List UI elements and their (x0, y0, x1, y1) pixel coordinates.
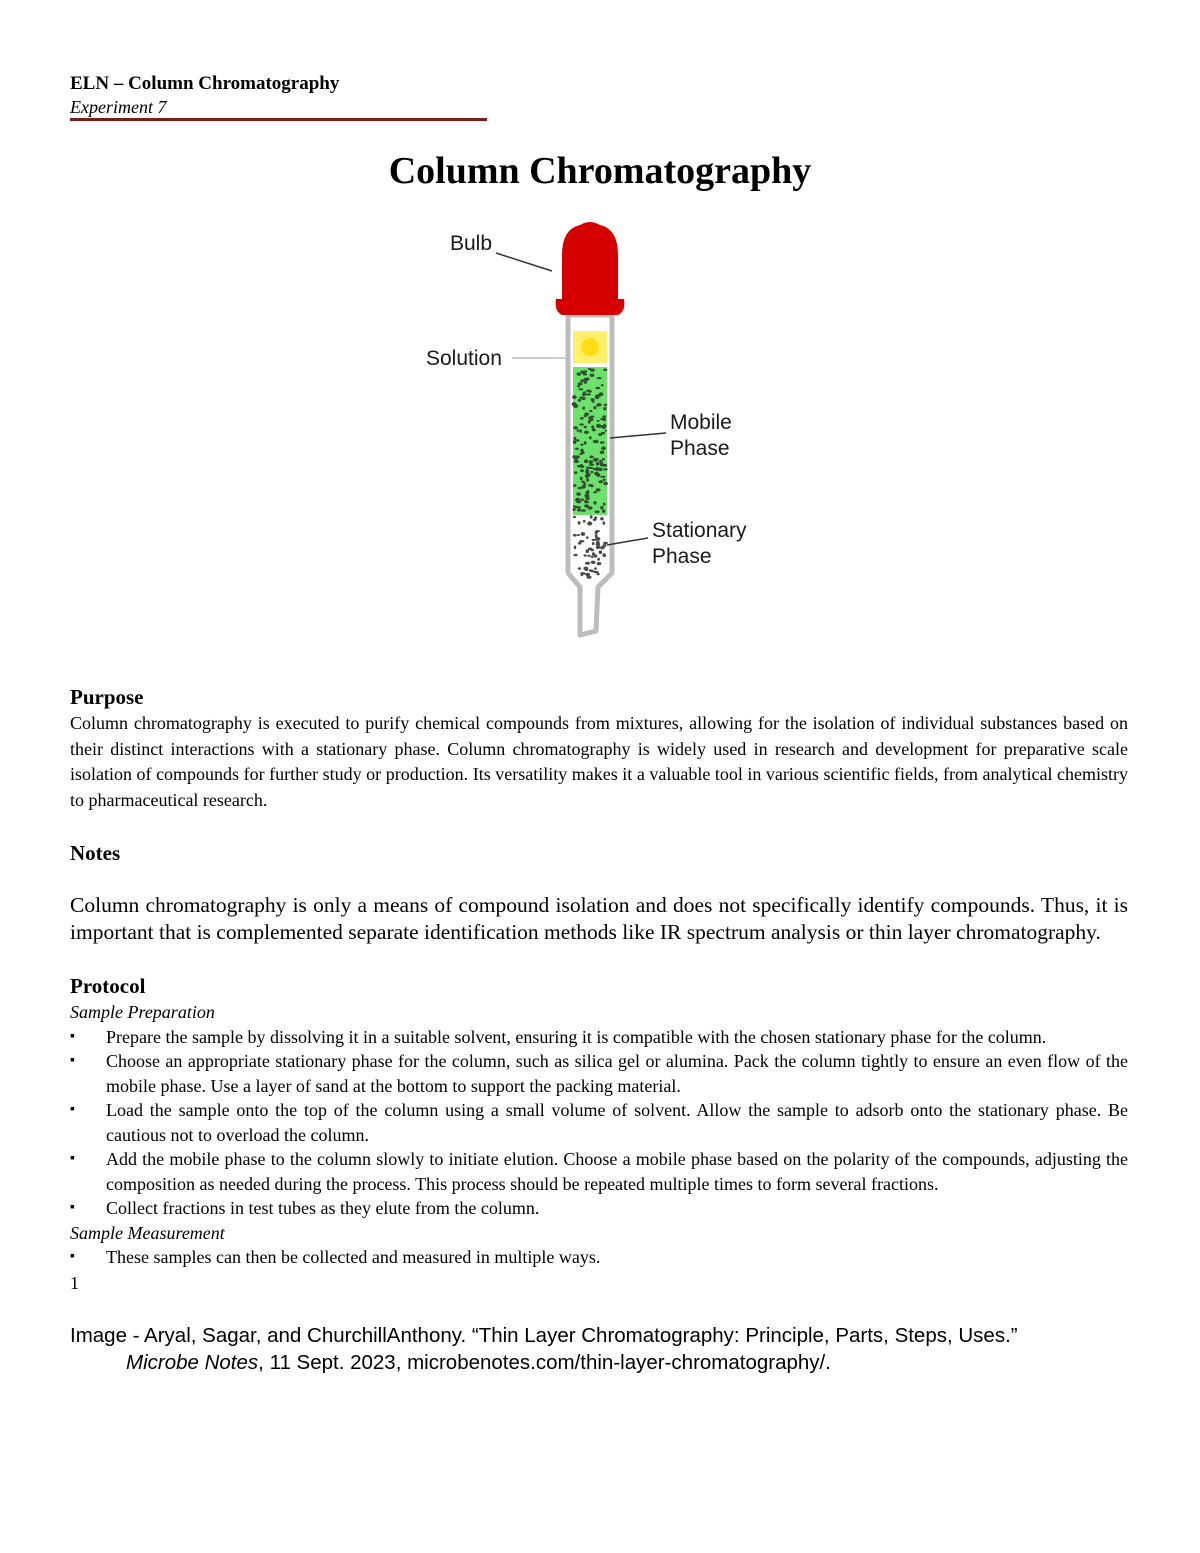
stationary-particle (581, 509, 586, 512)
list-item: ▪ Prepare the sample by dissolving it in a suitable solvent, ensuring it is compatible with the chosen stationary phase for the column. (70, 1025, 1128, 1050)
bulb-leader (496, 253, 552, 271)
stationary-label-line1: Stationary (652, 519, 747, 542)
notes-text: Column chromatography is only a means of compound isolation and does not specifically identify compounds. Thus, it is important that is complemented separate identification methods like IR spectrum analysis or thin layer chromatography. (70, 893, 1128, 944)
stationary-particle (584, 441, 587, 445)
stationary-particle (595, 530, 600, 532)
stationary-particle (605, 430, 608, 432)
stationary-particle (601, 384, 604, 386)
sample-measurement-heading: Sample Measurement (70, 1222, 225, 1243)
stationary-particle (583, 373, 587, 376)
stationary-particle (580, 397, 585, 399)
stationary-particle (596, 462, 600, 466)
stationary-particle (603, 425, 607, 427)
stationary-particle (596, 573, 599, 575)
stationary-particle (594, 458, 599, 460)
header-rule (70, 118, 487, 121)
stationary-particle (586, 478, 589, 482)
stationary-particle (602, 458, 605, 460)
header-subtitle: Experiment 7 (70, 97, 167, 117)
protocol-heading: Protocol (70, 974, 146, 998)
sample-preparation-heading: Sample Preparation (70, 1002, 215, 1022)
stationary-particle (595, 395, 599, 399)
stationary-particle (595, 511, 600, 514)
stationary-particle (589, 464, 594, 466)
stationary-particle (576, 492, 581, 495)
image-citation (70, 1322, 1128, 1376)
stationary-particle (592, 552, 595, 556)
stationary-particle (578, 399, 581, 402)
stationary-particle (586, 496, 590, 500)
stationary-particle (584, 554, 587, 556)
citation-line1: Image - Aryal, Sagar, and ChurchillAnthony. “Thin Layer Chromatography: Principle, Parts, Steps, Uses.” (70, 1323, 1018, 1347)
stationary-particle (579, 423, 584, 425)
stationary-particle (588, 484, 593, 487)
stationary-particle (573, 440, 576, 444)
stationary-particle (577, 372, 582, 375)
stationary-particle (596, 473, 600, 477)
stationary-particle (590, 471, 593, 473)
stationary-particle (580, 464, 583, 467)
document-body (70, 683, 1128, 1376)
stationary-particle (603, 418, 606, 421)
stationary-particle (600, 476, 605, 478)
stationary-particle (578, 521, 581, 525)
stationary-particle (597, 420, 600, 422)
stationary-particle (572, 455, 576, 459)
stationary-particle (580, 477, 583, 481)
stationary-particle (580, 379, 584, 382)
stationary-particle (602, 464, 606, 466)
stationary-particle (595, 537, 600, 541)
stationary-particle (598, 468, 602, 472)
stationary-particle (592, 401, 595, 403)
list-item: ▪ Collect fractions in test tubes as they elute from the column. (70, 1196, 1128, 1221)
stationary-particle (578, 567, 581, 570)
stationary-particle (603, 503, 606, 506)
stationary-particle (597, 562, 602, 565)
stationary-particle (602, 553, 606, 557)
stationary-particle (580, 382, 583, 385)
list-item: ▪ These samples can then be collected and measured in multiple ways. (70, 1245, 1128, 1270)
stationary-particle (603, 542, 608, 544)
stationary-particle (597, 377, 602, 379)
stationary-particle (604, 404, 608, 406)
stationary-particle (586, 393, 591, 395)
mobile-label-line1: Mobile (670, 411, 732, 434)
stationary-particle (593, 468, 597, 470)
stationary-particle (580, 499, 584, 501)
stationary-particle (585, 562, 590, 565)
stationary-particle (593, 406, 596, 409)
stationary-particle (574, 546, 577, 550)
stationary-particle (580, 444, 583, 446)
stationary-label-line2: Phase (652, 545, 712, 568)
stationary-particle (596, 543, 601, 546)
solution-label: Solution (426, 347, 502, 370)
bulb (562, 222, 618, 305)
page-title: Column Chromatography (388, 150, 812, 192)
stationary-particle (581, 481, 585, 483)
stationary-particle (584, 459, 588, 463)
stationary-particle (581, 532, 585, 536)
sample-measurement-list (70, 1245, 1128, 1270)
stationary-particle (576, 500, 581, 503)
stationary-particle (573, 505, 576, 507)
stationary-particle (600, 546, 605, 550)
stationary-particle (586, 390, 591, 392)
stationary-particle (601, 446, 606, 450)
stationary-particle (603, 407, 606, 411)
stationary-particle (599, 460, 603, 463)
sample-preparation-list (70, 1025, 1128, 1221)
stationary-particle (594, 516, 597, 520)
stationary-particle (588, 417, 593, 419)
bulb-label: Bulb (450, 232, 493, 255)
stationary-particle (602, 415, 606, 418)
stationary-particle (593, 501, 596, 505)
stationary-particle (599, 550, 603, 554)
stationary-particle (590, 455, 593, 457)
purpose-text: Column chromatography is executed to purify chemical compounds from mixtures, allowing for the isolation of individual substances based on their distinct interactions with a stationary phase. Column chromatography is widely used in research and development for preparative scale isolation of compounds for further study or production. Its versatility makes it a valuable tool in various scientific fields, from analytical chemistry to pharmaceutical research. (70, 713, 1128, 810)
stationary-particle (573, 426, 578, 429)
stationary-particle (579, 540, 584, 542)
stationary-particle (575, 448, 579, 450)
stationary-particle (573, 508, 576, 511)
stationary-particle (572, 402, 577, 406)
bulb-rim (556, 299, 625, 315)
stationary-particle (585, 470, 589, 474)
stationary-particle (590, 369, 595, 372)
stationary-particle (577, 487, 582, 490)
stationary-particle (587, 522, 592, 526)
mobile-leader (610, 433, 666, 438)
stationary-particle (593, 491, 597, 493)
stationary-particle (573, 534, 577, 537)
stationary-particle (600, 441, 605, 444)
stationary-particle (589, 436, 592, 439)
notes-heading: Notes (70, 841, 121, 865)
stationary-particle (586, 536, 589, 538)
stationary-particle (600, 462, 604, 464)
stationary-particle (586, 576, 591, 579)
stationary-particle (574, 471, 577, 474)
stationary-particle (600, 451, 605, 454)
stationary-particle (603, 479, 606, 482)
stationary-particle (573, 484, 577, 487)
stationary-particle (600, 506, 603, 508)
stationary-particle (591, 561, 596, 564)
stationary-particle (584, 431, 589, 434)
citation-details: , 11 Sept. 2023, microbenotes.com/thin-layer-chromatography/. (258, 1350, 831, 1374)
stationary-particle (586, 549, 590, 553)
stationary-particle (603, 468, 608, 470)
list-item: ▪ Add the mobile phase to the column slowly to initiate elution. Choose a mobile phase based on the polarity of the compounds, adjusting the composition as needed during the process. This process should be repeated multiple times to form several fractions. (70, 1147, 1128, 1196)
stationary-particle (584, 501, 589, 503)
stationary-particle (602, 509, 605, 513)
header-title: ELN – Column Chromatography (70, 73, 340, 94)
stationary-particle (589, 410, 592, 412)
stationary-particle (587, 490, 590, 494)
stationary-particle (580, 469, 584, 472)
stationary-particle (573, 554, 577, 556)
stationary-particle (581, 452, 585, 454)
stationary-particle (591, 425, 594, 428)
stationary-particle (603, 369, 607, 371)
stationary-particle (578, 388, 583, 390)
purpose-heading: Purpose (70, 685, 144, 709)
citation-source: Microbe Notes (126, 1350, 259, 1374)
stationary-particle (584, 415, 587, 418)
column-diagram (400, 215, 800, 645)
stationary-particle (580, 417, 584, 420)
stationary-particle (584, 426, 587, 428)
stationary-particle (587, 555, 591, 557)
stationary-particle (588, 548, 593, 551)
stationary-particle (599, 480, 602, 483)
stationary-particle (597, 425, 602, 428)
stationary-particle (603, 521, 606, 525)
list-item: ▪ Choose an appropriate stationary phase for the column, such as silica gel or alumina. Pack the column tightly to ensure an even flow of the mobile phase. Use a layer of sand at the bottom to support the packing material. (70, 1049, 1128, 1098)
stationary-particle (582, 407, 585, 410)
stationary-particle (597, 558, 600, 561)
stationary-particle (577, 506, 581, 508)
stationary-particle (573, 516, 576, 519)
stationary-particle (583, 370, 588, 372)
stationary-particle (583, 567, 588, 570)
stationary-particle (590, 374, 595, 377)
stationary-particle (594, 567, 597, 570)
document-header (70, 72, 487, 121)
stationary-particle (577, 498, 580, 500)
stationary-particle (596, 403, 601, 406)
mobile-label-line2: Phase (670, 437, 730, 460)
stationary-particle (599, 392, 604, 396)
stationary-particle (590, 515, 593, 519)
stationary-particle (600, 517, 604, 520)
stationary-particle (592, 428, 596, 431)
stationary-particle (596, 488, 601, 491)
stationary-particle (592, 542, 595, 545)
stationary-particle (585, 474, 590, 478)
stationary-particle (577, 429, 580, 431)
stationary-particle (582, 392, 586, 396)
stationary-particle (584, 504, 589, 508)
stationary-particle (577, 534, 580, 536)
stationary-particle (579, 429, 582, 432)
stationary-particle (590, 460, 593, 464)
stationary-particle (583, 520, 586, 523)
stationary-particle (604, 482, 608, 486)
stationary-particle (596, 387, 601, 389)
solution-spot (581, 338, 599, 356)
page-number: 1 (70, 1272, 79, 1293)
stationary-particle (591, 556, 594, 558)
stationary-particle (572, 395, 577, 399)
stationary-particle (589, 467, 593, 469)
column-diagram-svg (400, 215, 800, 645)
stationary-particle (577, 509, 581, 512)
stationary-particle (598, 433, 602, 436)
citation-line2 (70, 1349, 1128, 1376)
list-item: ▪ Load the sample onto the top of the column using a small volume of solvent. Allow the sample to adsorb onto the stationary phase. Be cautious not to overload the column. (70, 1098, 1128, 1147)
stationary-particle (594, 440, 598, 444)
